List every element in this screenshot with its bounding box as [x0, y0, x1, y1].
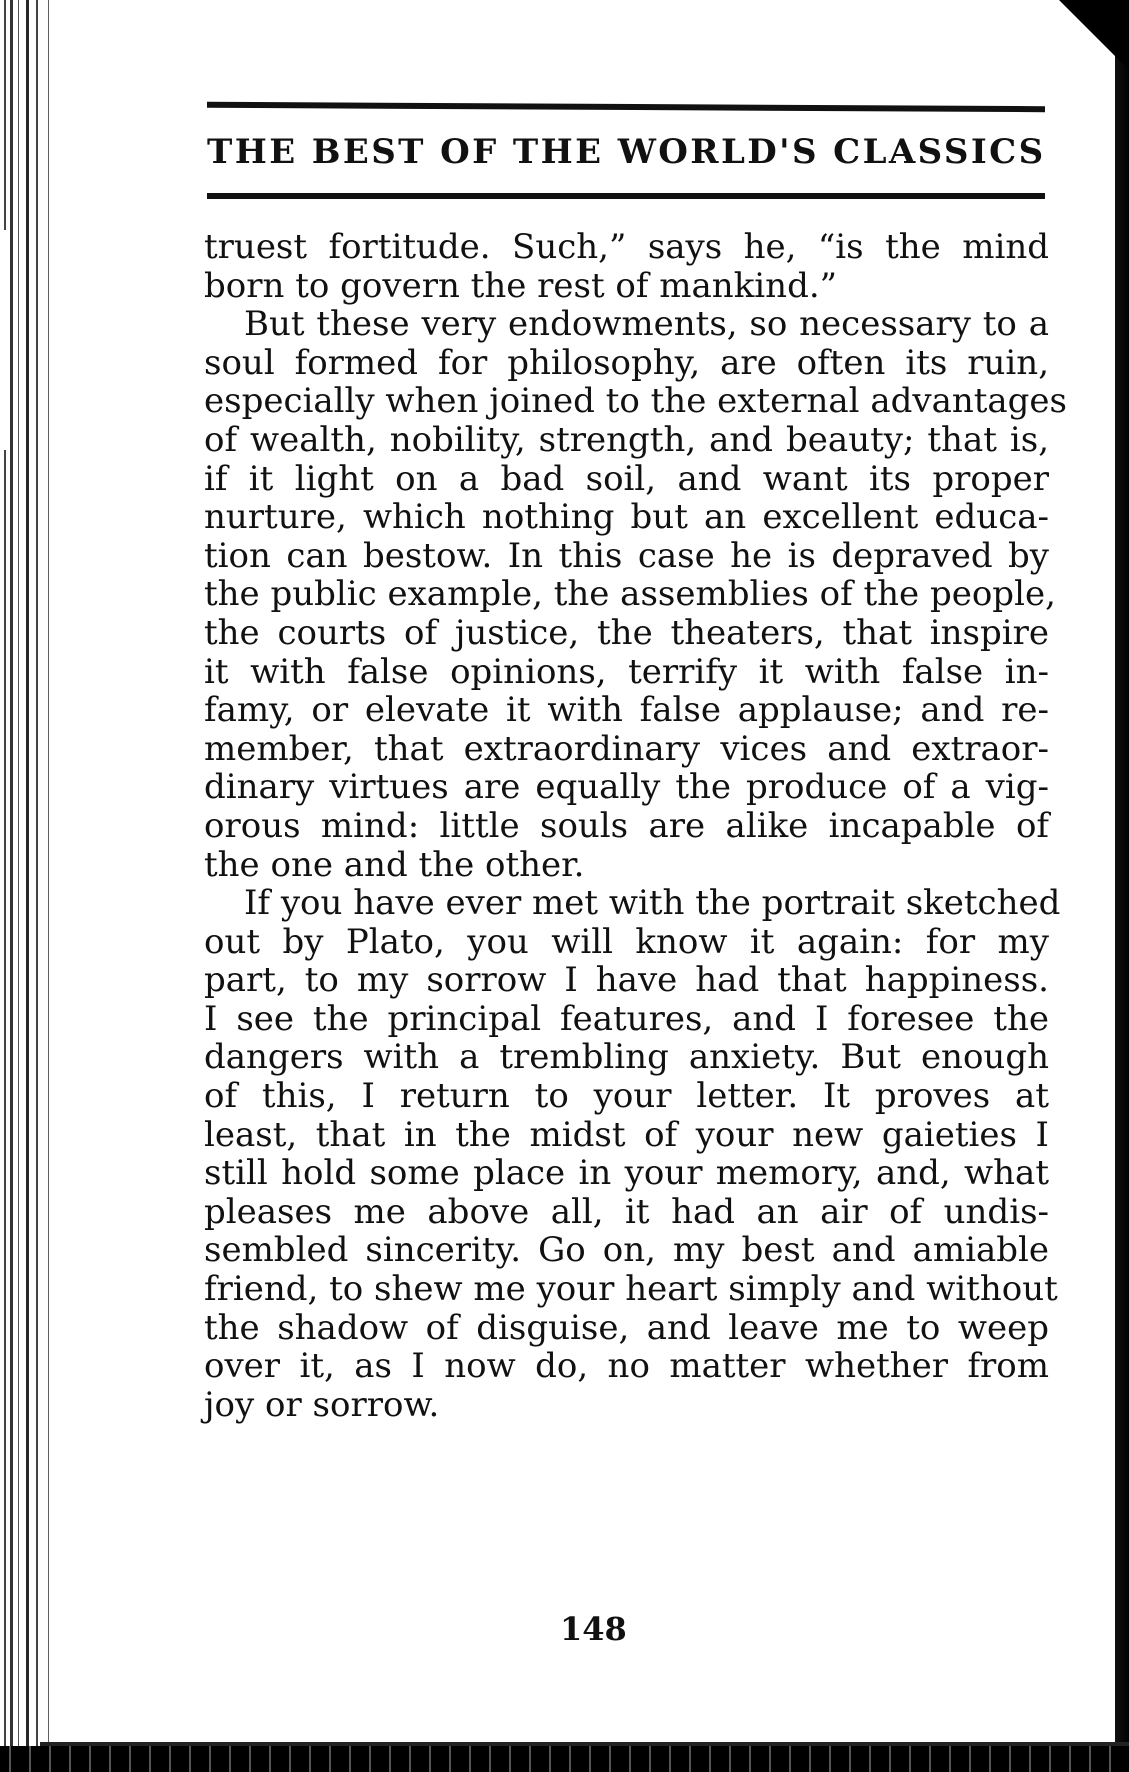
text-line: joy or sorrow. [204, 1384, 440, 1425]
running-head: THE BEST OF THE WORLD'S CLASSICS [207, 132, 1046, 172]
text-line: dinary virtues are equally the produce of a vig- [204, 767, 1049, 808]
scan-corner [1059, 0, 1129, 70]
header-rule-top [207, 102, 1045, 112]
text-line: the shadow of disguise, and leave me to weep [204, 1307, 1049, 1348]
text-line: the one and the other. [204, 844, 585, 885]
text-line: tion can bestow. In this case he is depraved by [204, 535, 1049, 576]
text-line: soul formed for philosophy, are often its ruin, [204, 342, 1049, 383]
text-line: part, to my sorrow I have had that happiness. [204, 960, 1049, 1001]
text-line: sembled sincerity. Go on, my best and amiable [204, 1230, 1049, 1271]
text-line: orous mind: little souls are alike incapable of [204, 805, 1049, 846]
body-text [204, 227, 1067, 1425]
text-line: pleases me above all, it had an air of undis- [204, 1191, 1049, 1232]
text-line: still hold some place in your memory, and, what [204, 1153, 1049, 1194]
text-line: out by Plato, you will know it again: for my [204, 921, 1049, 962]
text-line: especially when joined to the external advantages [204, 381, 1067, 422]
text-line: But these very endowments, so necessary to a [244, 304, 1049, 345]
text-line: famy, or elevate it with false applause; and re- [204, 690, 1049, 731]
scan-edge-right [1101, 0, 1129, 1772]
text-line: least, that in the midst of your new gaieties I [204, 1114, 1049, 1155]
scan-edge-bottom [0, 1746, 1129, 1772]
text-line: the public example, the assemblies of the people, [204, 574, 1056, 615]
text-line: dangers with a trembling anxiety. But enough [204, 1037, 1049, 1078]
text-line: of wealth, nobility, strength, and beauty; that is, [204, 419, 1049, 460]
text-line: if it light on a bad soil, and want its proper [204, 458, 1049, 499]
text-line: born to govern the rest of mankind.” [204, 265, 838, 306]
text-line: I see the principal features, and I foresee the [204, 998, 1049, 1039]
page-number: 148 [560, 1610, 627, 1648]
text-line: If you have ever met with the portrait sketched [244, 883, 1061, 924]
header-rule-bottom [207, 193, 1045, 199]
scan-edge-left-gap [0, 230, 68, 450]
text-line: over it, as I now do, no matter whether from [204, 1346, 1049, 1387]
text-line: friend, to shew me your heart simply and without [204, 1269, 1058, 1310]
text-line: the courts of justice, the theaters, that inspire [204, 612, 1049, 653]
text-line: it with false opinions, terrify it with false in- [204, 651, 1049, 692]
text-line: truest fortitude. Such,” says he, “is the mind [204, 227, 1049, 267]
text-line: nurture, which nothing but an excellent educa- [204, 497, 1049, 538]
text-line: member, that extraordinary vices and extraor- [204, 728, 1049, 769]
text-line: of this, I return to your letter. It proves at [204, 1076, 1049, 1117]
